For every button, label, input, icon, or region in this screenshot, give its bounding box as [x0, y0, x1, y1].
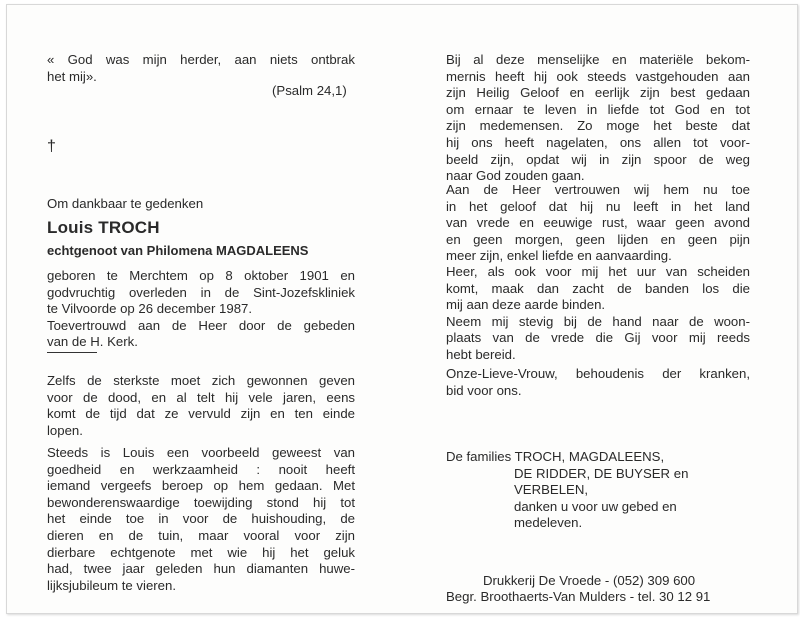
text-line: zijn medemensen. Zo moge het beste dat [446, 118, 750, 134]
text-line: lopen. [47, 422, 83, 438]
text-line: Bij al deze menselijke en materiële bekom- [446, 52, 750, 67]
text-line: bid voor ons. [446, 382, 522, 398]
text-line: mij aan deze aarde binden. [446, 297, 606, 313]
text-line: meer zijn, enkel liefde en aanvaarding. [446, 248, 672, 264]
text-line: Zelfs de sterkste moet zich gewonnen geven [47, 373, 355, 388]
cross-icon: † [47, 138, 56, 155]
text-line: Onze-Lieve-Vrouw, behoudenis der kranken, [446, 366, 750, 381]
text-line: dieren en de tuin, maar vooral voor zijn [47, 527, 355, 543]
text-line: plaats van de vrede die Gij voor mij reeds [446, 330, 750, 346]
spouse-line: echtgenoot van Philomena MAGDALEENS [47, 243, 309, 258]
intro-text: Om dankbaar te gedenken [47, 196, 204, 211]
text-line: het einde toe in voor de huishouding, de [47, 511, 355, 527]
quote-line: het mij». [47, 68, 97, 84]
text-line: voor de dood, en al telt hij vele jaren, eens [47, 389, 355, 405]
printer-line: Drukkerij De Vroede - (052) 309 600 [483, 573, 696, 588]
text-line: bewonderenswaardige toewijding stond hij tot [47, 494, 355, 510]
text-line: in het geloof dat hij nu leeft in het land [446, 198, 750, 214]
biography [47, 268, 355, 351]
paragraph-louis [47, 445, 355, 594]
paragraph-prayer [446, 264, 750, 364]
text-line: hebt bereid. [446, 346, 516, 362]
opening-quote [47, 52, 355, 85]
family-line: VERBELEN, [514, 482, 589, 498]
text-line: en geen morgen, geen lijden en geen pijn [446, 231, 750, 247]
text-line: had, twee jaar geleden hun diamanten huwe- [47, 561, 355, 577]
text-line: Neem mij stevig bij de hand naar de woon- [446, 313, 750, 329]
family-line: DE RIDDER, DE BUYSER en [514, 465, 689, 481]
text-line: goedheid en werkzaamheid : nooit heeft [47, 461, 355, 477]
bio-line: te Vilvoorde op 26 december 1987. [47, 301, 253, 317]
text-line: iemand vergeefs beroep op hem gedaan. Met [47, 478, 355, 494]
undertaker-line: Begr. Broothaerts-Van Mulders - tel. 30 12 91 [446, 589, 711, 604]
family-line: danken u voor uw gebed en [514, 498, 677, 514]
bio-line: godvruchtig overleden in de Sint-Jozefskliniek [47, 284, 355, 300]
deceased-name: Louis TROCH [47, 218, 160, 237]
text-line: komt de tijd dat ze vervuld zijn en ten einde [47, 406, 355, 422]
text-line: van vrede en eeuwige rust, waar geen avond [446, 215, 750, 231]
text-line: beeld zijn, opdat wij in zijn spoor de weg [446, 151, 750, 167]
bio-line: geboren te Merchtem op 8 oktober 1901 en [47, 268, 355, 283]
quote-line: « God was mijn herder, aan niets ontbrak [47, 52, 355, 67]
family-line: medeleven. [514, 515, 583, 531]
family-line: De families TROCH, MAGDALEENS, [446, 449, 665, 464]
bio-line: van de H. Kerk. [47, 334, 138, 350]
text-line: naar God zouden gaan. [446, 168, 585, 184]
family-thanks [446, 449, 750, 532]
paragraph-faith [446, 52, 750, 185]
text-line: zijn Heilig Geloof en eerlijk zijn best gedaan [446, 85, 750, 101]
bio-line: Toevertrouwd aan de Heer door de gebeden [47, 317, 355, 333]
text-line: hij ons heeft nagelaten, ons allen tot voor- [446, 134, 750, 150]
paragraph-trust [446, 182, 750, 265]
psalm-reference: (Psalm 24,1) [272, 83, 347, 98]
paragraph-strength [47, 373, 355, 439]
text-line: Steeds is Louis een voorbeeld geweest van [47, 445, 355, 460]
text-line: dierbare echtgenote met wie hij het geluk [47, 544, 355, 560]
text-line: komt, maak dan zacht de banden los die [446, 280, 750, 296]
paragraph-mary [446, 366, 750, 399]
text-line: mernis heeft hij ook steeds vastgehouden aan [446, 68, 750, 84]
text-line: Heer, als ook voor mij het uur van scheiden [446, 264, 750, 279]
text-line: Aan de Heer vertrouwen wij hem nu toe [446, 182, 750, 197]
divider [47, 352, 97, 353]
text-line: om ernaar te leven in liefde tot God en tot [446, 101, 750, 117]
text-line: lijksjubileum te vieren. [47, 577, 176, 593]
